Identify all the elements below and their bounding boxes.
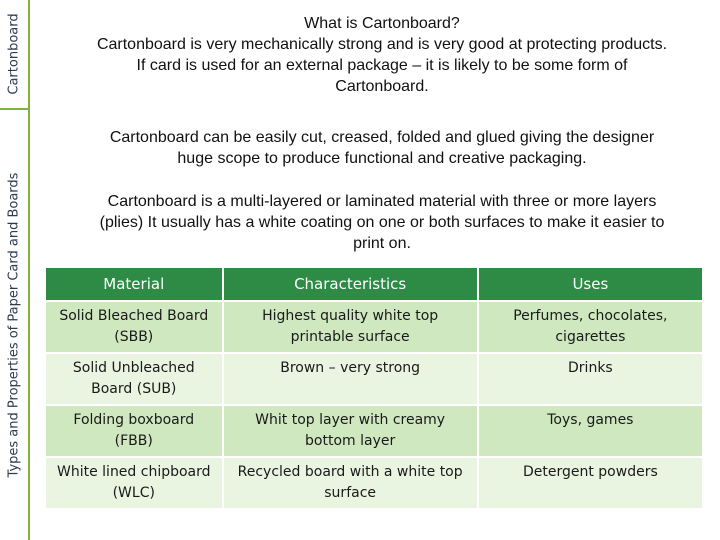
intro-line: Cartonboard is very mechanically strong and is very good at protecting products. (96, 36, 668, 53)
table-row (46, 302, 702, 352)
section-title: Cartonboard (6, 13, 22, 95)
intro-heading: What is Cartonboard? (304, 15, 460, 32)
cell-characteristics: Highest quality white top printable surface (224, 302, 477, 352)
paragraph-line: huge scope to produce functional and creative packaging. (177, 150, 587, 167)
column-header-characteristics: Characteristics (224, 268, 477, 300)
column-header-uses: Uses (479, 268, 702, 300)
cell-characteristics: Recycled board with a white top surface (224, 458, 477, 508)
sidebar-topic-label (0, 110, 30, 540)
intro-line: If card is used for an external package – it is likely to be some form of (136, 57, 628, 74)
table-row (46, 354, 702, 404)
cell-uses: Toys, games (479, 406, 702, 456)
paragraph-layers (44, 191, 720, 254)
paragraph-line: print on. (353, 235, 411, 252)
paragraph-properties (44, 127, 720, 169)
cartonboard-table (44, 266, 704, 510)
cell-material: Folding boxboard (FBB) (46, 406, 222, 456)
intro-block (44, 13, 720, 97)
cell-material: Solid Bleached Board (SBB) (46, 302, 222, 352)
paragraph-line: Cartonboard is a multi-layered or laminated material with three or more layers (107, 193, 657, 210)
cell-uses: Drinks (479, 354, 702, 404)
table-row (46, 458, 702, 508)
paragraph-line: (plies) It usually has a white coating on one or both surfaces to make it easier to (99, 214, 665, 231)
table-row (46, 406, 702, 456)
cell-characteristics: Brown – very strong (224, 354, 477, 404)
cell-uses: Perfumes, chocolates, cigarettes (479, 302, 702, 352)
paragraph-line: Cartonboard can be easily cut, creased, folded and glued giving the designer (109, 129, 655, 146)
cell-characteristics: Whit top layer with creamy bottom layer (224, 406, 477, 456)
column-header-material: Material (46, 268, 222, 300)
topic-title: Types and Properties of Paper Card and Boards (6, 172, 22, 478)
cell-material: White lined chipboard (WLC) (46, 458, 222, 508)
cell-material: Solid Unbleached Board (SUB) (46, 354, 222, 404)
intro-line: Cartonboard. (335, 78, 429, 95)
sidebar-section-label (0, 0, 30, 110)
table-header-row (46, 268, 702, 300)
cell-uses: Detergent powders (479, 458, 702, 508)
